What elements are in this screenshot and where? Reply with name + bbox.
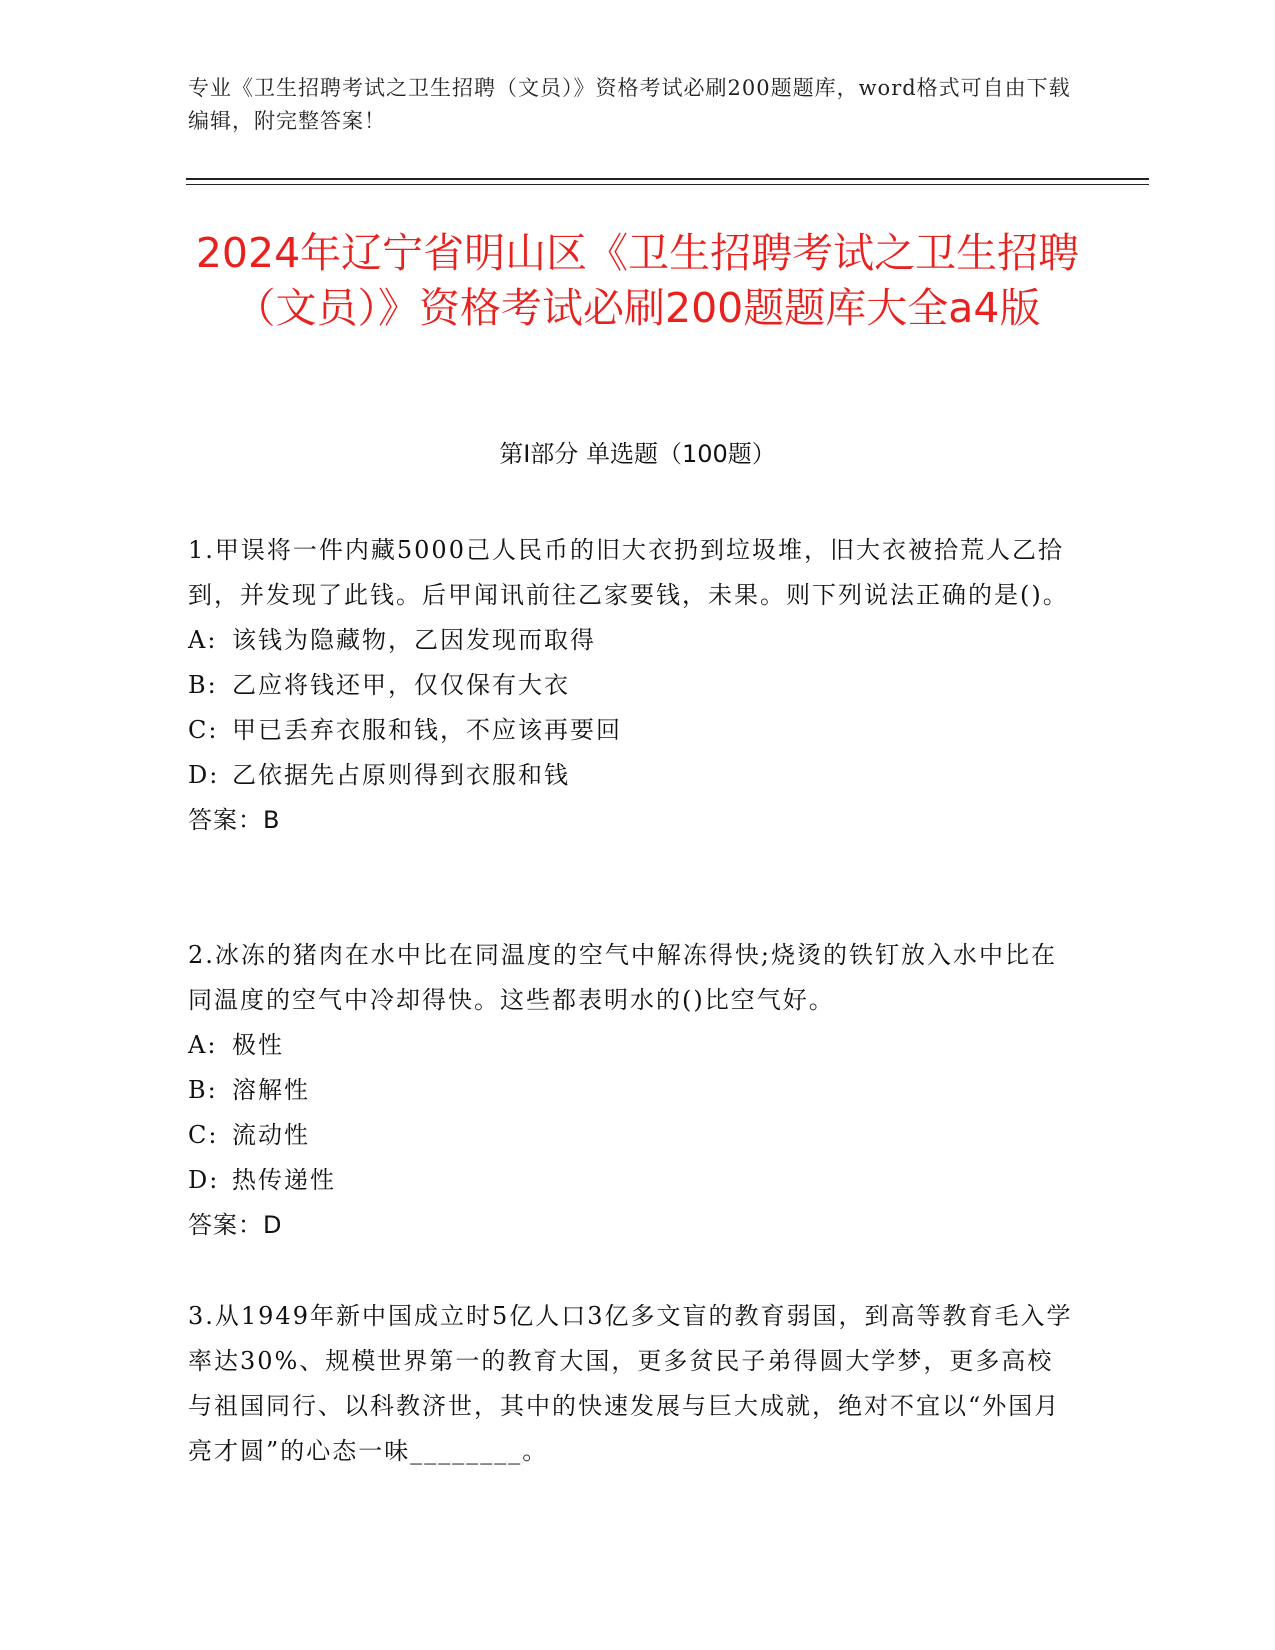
answer-line: 答案：B bbox=[188, 806, 281, 834]
question-1 bbox=[188, 528, 1078, 843]
question-2 bbox=[188, 933, 1078, 1248]
option-text: 乙应将钱还甲，仅仅保有大衣 bbox=[232, 671, 570, 699]
option-c bbox=[188, 1113, 1078, 1158]
option-text: 乙依据先占原则得到衣服和钱 bbox=[232, 761, 570, 789]
option-label: C: bbox=[188, 1121, 219, 1149]
option-text: 溶解性 bbox=[232, 1076, 310, 1104]
option-label: D: bbox=[188, 1166, 220, 1194]
question-stem: 2.冰冻的猪肉在水中比在同温度的空气中解冻得快;烧烫的铁钉放入水中比在同温度的空气中冷却得快。这些都表明水的()比空气好。 bbox=[188, 941, 1057, 1014]
option-label: A: bbox=[188, 626, 218, 654]
option-text: 极性 bbox=[232, 1031, 284, 1059]
answer-line: 答案：D bbox=[188, 1211, 283, 1239]
option-label: B: bbox=[188, 671, 218, 699]
option-d bbox=[188, 1158, 1078, 1203]
option-b bbox=[188, 663, 1078, 708]
option-text: 热传递性 bbox=[232, 1166, 336, 1194]
option-text: 流动性 bbox=[232, 1121, 310, 1149]
option-a bbox=[188, 618, 1078, 663]
header-rule-thick bbox=[186, 178, 1149, 180]
option-label: B: bbox=[188, 1076, 218, 1104]
option-b bbox=[188, 1068, 1078, 1113]
option-label: C: bbox=[188, 716, 219, 744]
section-heading: 第Ⅰ部分 单选题（100题） bbox=[499, 440, 776, 468]
question-stem: 3.从1949年新中国成立时5亿人口3亿多文盲的教育弱国，到高等教育毛入学率达30%、规模世界第一的教育大国，更多贫民子弟得圆大学梦，更多高校与祖国同行、以科教济世，其中的快速发展与巨大成就，绝对不宜以“外国月亮才圆”的心态一味________。 bbox=[188, 1302, 1073, 1465]
option-d bbox=[188, 753, 1078, 798]
header-rule-thin bbox=[186, 184, 1149, 185]
document-title: 2024年辽宁省明山区《卫生招聘考试之卫生招聘（文员）》资格考试必刷200题题库大全a4版 bbox=[195, 229, 1080, 332]
option-text: 甲已丢弃衣服和钱，不应该再要回 bbox=[232, 716, 622, 744]
question-3 bbox=[188, 1294, 1078, 1474]
question-stem: 1.甲误将一件内藏5000己人民币的旧大衣扔到垃圾堆，旧大衣被拾荒人乙拾到，并发现了此钱。后甲闻讯前往乙家要钱，未果。则下列说法正确的是()。 bbox=[188, 536, 1069, 609]
option-label: D: bbox=[188, 761, 220, 789]
option-c bbox=[188, 708, 1078, 753]
option-text: 该钱为隐藏物，乙因发现而取得 bbox=[232, 626, 596, 654]
option-a bbox=[188, 1023, 1078, 1068]
option-label: A: bbox=[188, 1031, 218, 1059]
header-note: 专业《卫生招聘考试之卫生招聘（文员）》资格考试必刷200题题库，word格式可自由下载编辑，附完整答案！ bbox=[188, 76, 1071, 133]
